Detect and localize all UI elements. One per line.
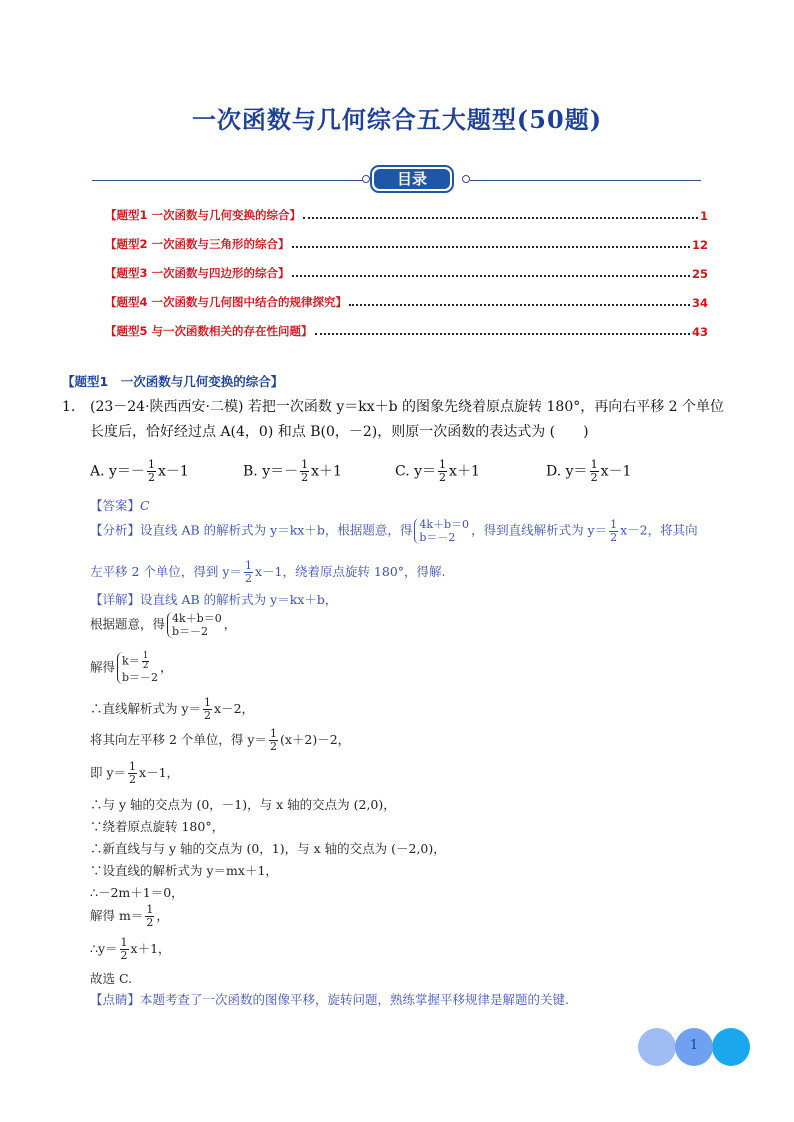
detail-text: 设直线 AB 的解析式为 y＝kx＋b， [140, 592, 338, 607]
option-expr: y＝－ [109, 463, 145, 480]
detail-line-8: ∵绕着原点旋转 180°， [90, 819, 225, 834]
detail-text: x＋1， [130, 941, 171, 956]
option-expr: x－1 [600, 463, 632, 480]
toc-divider-dot-right [462, 175, 470, 183]
equation-text: k＝ [122, 654, 140, 668]
detail-text: ， [156, 908, 169, 923]
toc-item-page: 12 [691, 238, 708, 252]
fraction [609, 519, 618, 544]
fraction-num: 1 [244, 559, 252, 572]
analysis-text: x－2，将其向 [620, 522, 698, 538]
detail-text: ∴直线解析式为 y＝ [90, 701, 202, 716]
toc-item[interactable] [105, 234, 708, 252]
fraction-num: 1 [146, 903, 154, 916]
fraction [128, 761, 137, 786]
fraction-num: 1 [120, 936, 128, 949]
fraction-den: 2 [244, 572, 252, 585]
toc-item-page: 1 [699, 209, 708, 223]
toc-item[interactable] [105, 292, 708, 310]
detail-text: 根据题意，得 [90, 616, 166, 632]
option-expr: x＋1 [311, 463, 342, 480]
analysis-line-2 [90, 560, 446, 585]
toc-item-label: 【题型4 一次函数与几何图中结合的规律探究】 [105, 295, 348, 309]
fraction-den: 2 [590, 471, 598, 484]
option-expr: x－1 [157, 463, 189, 480]
comment-label: 【点睛】 [90, 992, 141, 1007]
answer-value: C [140, 498, 150, 513]
detail-line-3: 解得 k＝ $\frac{1}{2}$ b＝－2 ， [90, 651, 173, 684]
toc-heading-badge [370, 165, 454, 193]
option-letter: C. [395, 463, 410, 480]
fraction [147, 459, 156, 484]
fraction-num: 1 [142, 651, 149, 661]
option-a[interactable] [90, 459, 189, 484]
toc-divider-left [92, 180, 364, 181]
equation [122, 652, 158, 671]
toc-leader [349, 304, 690, 306]
option-d[interactable] [546, 459, 631, 484]
fraction-num: 1 [204, 696, 212, 709]
fraction-num: 1 [301, 458, 309, 471]
detail-text: 即 y＝ [90, 765, 127, 780]
fraction-num: 1 [590, 458, 598, 471]
fraction [590, 459, 599, 484]
comment-text: 本题考查了一次函数的图像平移，旋转问题，熟练掌握平移规律是解题的关键. [140, 992, 569, 1007]
analysis-text: x－1，绕着原点旋转 180°，得解. [254, 564, 446, 579]
fraction [438, 459, 447, 484]
equation-system [117, 652, 158, 684]
option-letter: D. [546, 463, 562, 480]
fraction-den: 2 [439, 471, 447, 484]
toc-leader [303, 217, 698, 219]
fraction-num: 1 [439, 458, 447, 471]
detail-line-6 [90, 761, 179, 786]
detail-line-9: ∴新直线与与 y 轴的交点为 (0，1)，与 x 轴的交点为 (－2,0)， [90, 841, 446, 856]
toc-item-label: 【题型3 一次函数与四边形的综合】 [105, 266, 290, 280]
analysis-text: 设直线 AB 的解析式为 y＝kx＋b，根据题意，得 [140, 522, 413, 538]
fraction-den: 2 [147, 471, 155, 484]
fraction [120, 937, 129, 962]
comment-line [90, 990, 569, 1008]
analysis-label: 【分析】 [90, 522, 141, 538]
toc-item-label: 【题型1 一次函数与几何变换的综合】 [105, 208, 302, 222]
toc-item-label: 【题型5 与一次函数相关的存在性问题】 [105, 324, 313, 338]
question-number: 1. [62, 399, 76, 415]
toc-item[interactable] [105, 205, 708, 223]
fraction-den: 2 [269, 740, 277, 753]
toc-leader [292, 246, 690, 248]
fraction-num: 1 [129, 760, 137, 773]
toc-item-page: 43 [691, 325, 708, 339]
fraction-den: 2 [301, 471, 309, 484]
toc-divider-dot-left [362, 175, 370, 183]
detail-text: 将其向左平移 2 个单位，得 y＝ [90, 732, 267, 747]
detail-text: ∴y＝ [90, 941, 118, 956]
detail-line-4 [90, 697, 254, 722]
answer-label: 【答案】 [90, 498, 141, 513]
toc-item-page: 25 [691, 267, 708, 281]
page-title: 一次函数与几何综合五大题型(50题) [191, 105, 603, 134]
fraction [203, 697, 212, 722]
option-expr: y＝ [565, 463, 588, 480]
equation: b＝－2 [419, 531, 456, 544]
equation: 4k＋b＝0 [419, 518, 470, 531]
fraction [300, 459, 309, 484]
detail-label: 【详解】 [90, 592, 141, 607]
toc-divider-right [470, 180, 701, 181]
fraction [269, 728, 278, 753]
detail-line-11: ∴－2m＋1＝0， [90, 885, 184, 900]
fraction-den: 2 [204, 709, 212, 722]
equation: b＝－2 [122, 671, 159, 684]
fraction-den: 2 [120, 949, 128, 962]
fraction [244, 560, 253, 585]
option-c[interactable] [395, 459, 480, 484]
detail-line-5 [90, 728, 350, 753]
toc-item[interactable] [105, 263, 708, 281]
fraction [142, 652, 150, 671]
detail-line-14: 故选 C. [90, 971, 133, 986]
toc-heading: 目录 [374, 169, 450, 189]
equation-system [167, 612, 222, 638]
option-letter: B. [243, 463, 258, 480]
fraction-den: 2 [610, 530, 618, 544]
section-title: 【题型1 一次函数与几何变换的综合】 [62, 374, 284, 389]
option-b[interactable] [243, 459, 342, 484]
fraction-num: 1 [610, 517, 618, 531]
detail-line-1 [90, 590, 337, 608]
toc-item-label: 【题型2 一次函数与三角形的综合】 [105, 237, 290, 251]
question-line-1: (23－24·陕西西安·二模) 若把一次函数 y＝kx＋b 的图象先绕着原点旋转 180°，再向右平移 2 个单位 [90, 399, 725, 415]
fraction-num: 1 [147, 458, 155, 471]
detail-text: (x＋2)－2， [279, 732, 351, 747]
page-number: 1 [675, 1028, 713, 1066]
detail-text: x－2， [214, 701, 255, 716]
page-deco-circle-right [712, 1028, 750, 1066]
question-line-2: 长度后，恰好经过点 A(4，0) 和点 B(0，－2)，则原一次函数的表达式为 ( ) [90, 424, 589, 440]
analysis-line-1 [90, 518, 698, 544]
detail-line-2: 根据题意，得 4k＋b＝0 b＝－2 ， [90, 612, 237, 638]
detail-line-13 [90, 937, 171, 962]
toc-leader [315, 333, 690, 335]
equation: 4k＋b＝0 [172, 612, 222, 625]
detail-line-10: ∵设直线的解析式为 y＝mx＋1， [90, 863, 278, 878]
fraction-num: 1 [269, 727, 277, 740]
page-deco-circle-left [638, 1028, 676, 1066]
detail-line-7: ∴与 y 轴的交点为 (0，－1)，与 x 轴的交点为 (2,0)， [90, 797, 396, 812]
answer-line [90, 496, 150, 514]
fraction-den: 2 [129, 773, 137, 786]
fraction [145, 904, 154, 929]
option-letter: A. [90, 463, 105, 480]
toc-item-page: 34 [691, 296, 708, 310]
option-expr: x＋1 [449, 463, 480, 480]
fraction-den: 2 [146, 916, 154, 929]
option-expr: y＝ [414, 463, 437, 480]
fraction-den: 2 [142, 661, 149, 671]
toc-leader [292, 275, 690, 277]
option-expr: y＝－ [262, 463, 299, 480]
detail-text: 解得 m＝ [90, 908, 144, 923]
equation-system [414, 518, 469, 544]
detail-text: x－1， [139, 765, 180, 780]
analysis-text: 左平移 2 个单位，得到 y＝ [90, 564, 242, 579]
toc-item[interactable] [105, 321, 708, 339]
equation: b＝－2 [172, 625, 209, 638]
detail-line-12 [90, 904, 169, 929]
detail-text: 解得 [90, 659, 116, 675]
analysis-text: ，得到直线解析式为 y＝ [471, 522, 608, 538]
